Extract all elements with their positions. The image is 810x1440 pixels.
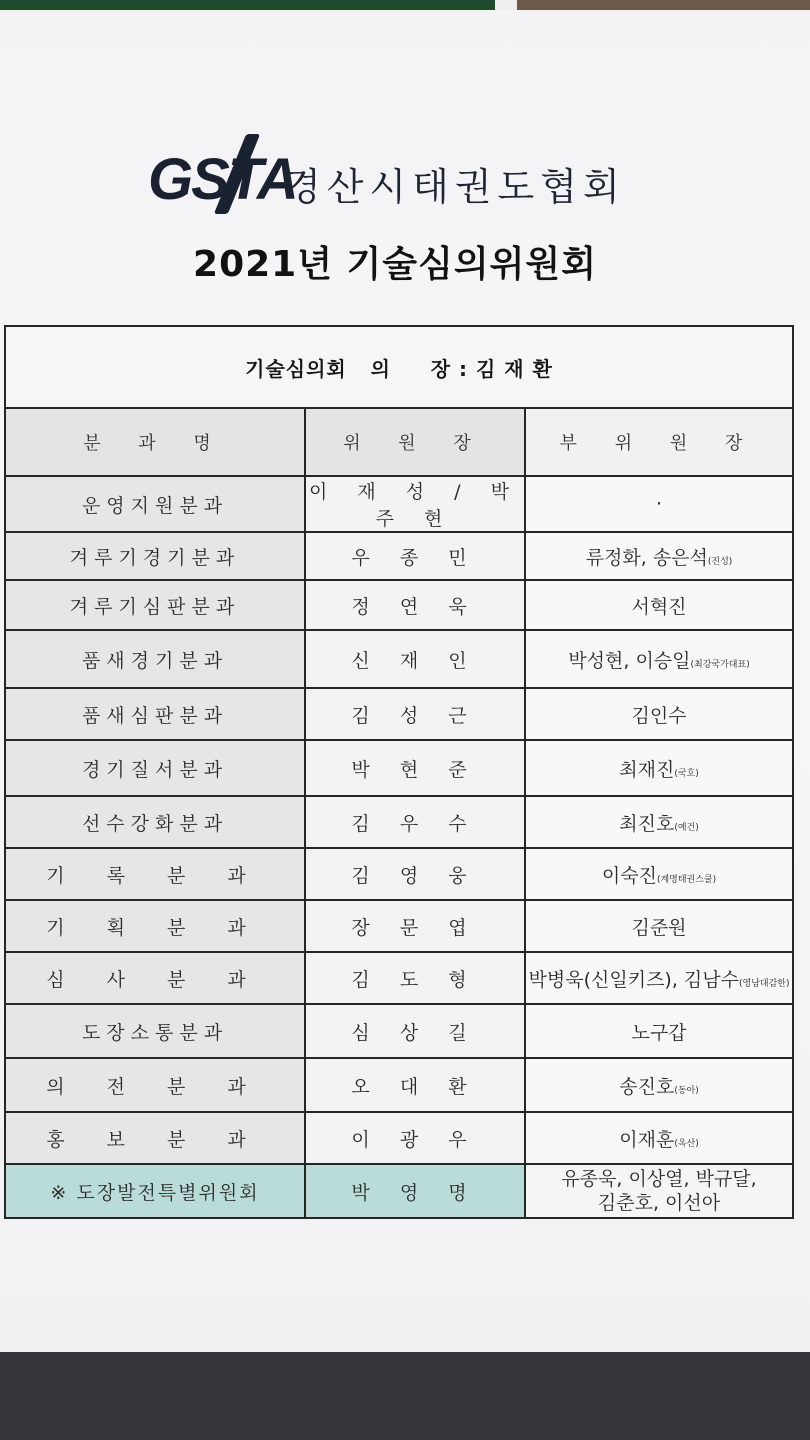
vice-chair-affiliation: (최강국가대표) [690, 659, 750, 670]
header-row [5, 408, 793, 476]
vice-chair-cell [525, 952, 793, 1004]
logo-letters: GSTA [148, 147, 297, 212]
division-cell: 품새심판분과 [5, 688, 305, 740]
vice-chair-cell [525, 1058, 793, 1112]
chair-cell: 이 광 우 [305, 1112, 525, 1164]
table-row [5, 1112, 793, 1164]
vice-chair-names: 박병욱(신일키즈), 김남수 [528, 968, 739, 991]
vice-chair-names: 류정화, 송은석 [585, 546, 708, 569]
division-cell: 도장소통분과 [5, 1004, 305, 1058]
chair-cell: 김 성 근 [305, 688, 525, 740]
document-title: 2021년 기술심의위원회 [193, 244, 597, 285]
table-row [5, 476, 793, 532]
vice-chair-affiliation: (진성) [707, 556, 733, 567]
vice-chair-names: 박성현, 이승일 [568, 649, 691, 672]
vice-chair-cell [525, 740, 793, 796]
special-vice-line-1: 유종욱, 이상열, 박규달, [561, 1168, 757, 1190]
special-division-cell: ※ 도장발전특별위원회 [5, 1164, 305, 1218]
table-row [5, 900, 793, 952]
chair-cell: 신 재 인 [305, 630, 525, 688]
vice-chair-cell [525, 688, 793, 740]
chair-cell: 장 문 엽 [305, 900, 525, 952]
vice-chair-names: 최진호 [619, 812, 675, 835]
table-row [5, 532, 793, 580]
vice-chair-affiliation: (계명태권스쿨) [656, 874, 717, 885]
vice-chair-names: 김준원 [631, 916, 687, 939]
vice-chair-names: 노구갑 [631, 1021, 687, 1044]
vice-chair-cell [525, 900, 793, 952]
table-row [5, 740, 793, 796]
vice-chair-cell [525, 532, 793, 580]
table-row [5, 848, 793, 900]
division-cell: 기 획 분 과 [5, 900, 305, 952]
committee-table [4, 325, 794, 1219]
vice-chair-affiliation: (국호) [674, 768, 699, 779]
division-cell: 운영지원분과 [5, 476, 305, 532]
chair-cell: 오 대 환 [305, 1058, 525, 1112]
chairman-row [5, 326, 793, 408]
vice-chair-names: · [655, 493, 663, 515]
chairman-cell: 기술심의회 의 장 : 김 재 환 [5, 326, 793, 408]
chair-cell: 이 재 성 / 박 주 현 [305, 476, 525, 532]
special-committee-row [5, 1164, 793, 1218]
chair-cell: 김 우 수 [305, 796, 525, 848]
table-row [5, 1004, 793, 1058]
special-chair-cell: 박 영 명 [305, 1164, 525, 1218]
vice-chair-cell [525, 796, 793, 848]
vice-chair-cell [525, 580, 793, 630]
header-vice-chair: 부 위 원 장 [525, 408, 793, 476]
division-cell: 겨루기경기분과 [5, 532, 305, 580]
division-cell: 기 록 분 과 [5, 848, 305, 900]
chair-cell: 박 현 준 [305, 740, 525, 796]
chair-cell: 김 영 웅 [305, 848, 525, 900]
committee-table-wrap [4, 325, 792, 1219]
special-vice-chair-cell [525, 1164, 793, 1218]
table-row [5, 796, 793, 848]
vice-chair-cell [525, 1112, 793, 1164]
special-vice-line-2: 김춘호, 이선아 [597, 1192, 721, 1214]
division-cell: 선수강화분과 [5, 796, 305, 848]
division-cell: 홍 보 분 과 [5, 1112, 305, 1164]
vice-chair-names: 이재훈 [619, 1128, 675, 1151]
vice-chair-cell [525, 630, 793, 688]
chair-cell: 우 종 민 [305, 532, 525, 580]
background-bottom [0, 1352, 810, 1440]
division-cell: 의 전 분 과 [5, 1058, 305, 1112]
table-row [5, 952, 793, 1004]
vice-chair-affiliation: (예건) [674, 822, 699, 833]
vice-chair-names: 최재진 [619, 758, 675, 781]
vice-chair-cell [525, 476, 793, 532]
vice-chair-cell [525, 848, 793, 900]
table-row [5, 688, 793, 740]
vice-chair-cell [525, 1004, 793, 1058]
chair-cell: 심 상 길 [305, 1004, 525, 1058]
association-name: 경산시태권도협회 [284, 165, 626, 209]
vice-chair-names: 서혁진 [631, 595, 687, 618]
division-cell: 경기질서분과 [5, 740, 305, 796]
chair-cell: 정 연 욱 [305, 580, 525, 630]
vice-chair-affiliation: (옥산) [674, 1138, 699, 1149]
vice-chair-affiliation: (동아) [674, 1085, 699, 1096]
division-cell: 품새경기분과 [5, 630, 305, 688]
header-division: 분 과 명 [5, 408, 305, 476]
vice-chair-affiliation: (영남대감한) [738, 978, 790, 989]
table-row [5, 1058, 793, 1112]
vice-chair-names: 김인수 [631, 704, 687, 727]
table-row [5, 580, 793, 630]
chair-cell: 김 도 형 [305, 952, 525, 1004]
division-cell: 심 사 분 과 [5, 952, 305, 1004]
table-row [5, 630, 793, 688]
header-chair: 위 원 장 [305, 408, 525, 476]
division-cell: 겨루기심판분과 [5, 580, 305, 630]
vice-chair-names: 송진호 [619, 1075, 675, 1098]
vice-chair-names: 이숙진 [601, 864, 657, 887]
